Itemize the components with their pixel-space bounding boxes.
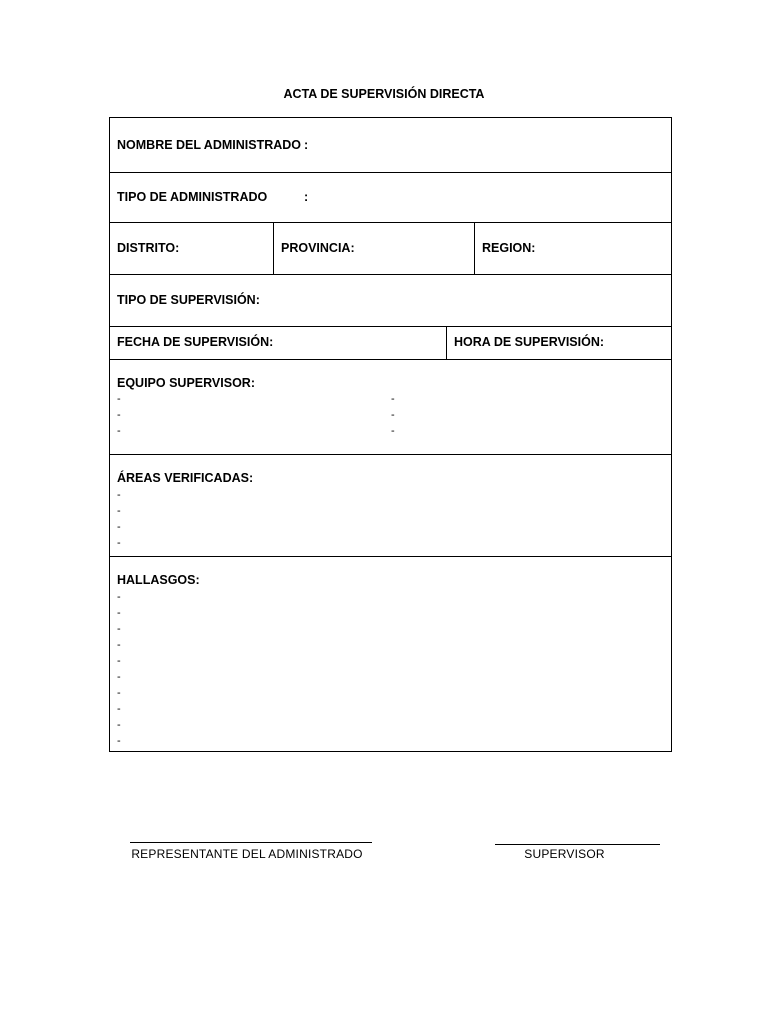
areas-bullet: - bbox=[117, 505, 121, 517]
label-hallazgos: HALLASGOS: bbox=[117, 573, 200, 587]
row-nombre-administrado bbox=[110, 118, 671, 173]
signature-label-supervisor: SUPERVISOR bbox=[524, 847, 605, 861]
label-tipo-administrado: TIPO DE ADMINISTRADO bbox=[117, 190, 268, 204]
hallazgos-bullet: - bbox=[117, 655, 121, 667]
signature-line-representante bbox=[130, 842, 372, 843]
row-fecha-hora bbox=[110, 327, 671, 360]
label-tipo-supervision: TIPO DE SUPERVISIÓN: bbox=[117, 293, 260, 307]
areas-bullet: - bbox=[117, 489, 121, 501]
equipo-bullet: - bbox=[391, 425, 395, 437]
label-hora-supervision: HORA DE SUPERVISIÓN: bbox=[454, 335, 605, 349]
cell-hora bbox=[446, 327, 671, 359]
equipo-bullet: - bbox=[391, 393, 395, 405]
label-region: REGION: bbox=[482, 241, 536, 255]
document-title: ACTA DE SUPERVISIÓN DIRECTA bbox=[283, 87, 485, 101]
row-tipo-administrado bbox=[110, 173, 671, 223]
colon-nombre: : bbox=[304, 138, 309, 152]
hallazgos-bullet: - bbox=[117, 735, 121, 747]
hallazgos-bullet: - bbox=[117, 671, 121, 683]
cell-fecha bbox=[110, 327, 446, 359]
label-distrito: DISTRITO: bbox=[117, 241, 180, 255]
equipo-bullet: - bbox=[391, 409, 395, 421]
hallazgos-bullet: - bbox=[117, 623, 121, 635]
row-ubicacion bbox=[110, 223, 671, 275]
equipo-bullet: - bbox=[117, 393, 121, 405]
row-tipo-supervision bbox=[110, 275, 671, 327]
row-areas-verificadas bbox=[110, 455, 671, 557]
row-equipo-supervisor bbox=[110, 360, 671, 455]
label-areas-verificadas: ÁREAS VERIFICADAS: bbox=[117, 471, 254, 485]
equipo-bullet: - bbox=[117, 409, 121, 421]
areas-bullet: - bbox=[117, 537, 121, 549]
label-nombre-administrado: NOMBRE DEL ADMINISTRADO bbox=[117, 138, 302, 152]
cell-distrito bbox=[110, 223, 273, 274]
equipo-bullet: - bbox=[117, 425, 121, 437]
hallazgos-bullet: - bbox=[117, 703, 121, 715]
cell-region bbox=[474, 223, 671, 274]
hallazgos-bullet: - bbox=[117, 719, 121, 731]
label-provincia: PROVINCIA: bbox=[281, 241, 355, 255]
signature-label-representante: REPRESENTANTE DEL ADMINISTRADO bbox=[131, 847, 363, 861]
hallazgos-bullet: - bbox=[117, 607, 121, 619]
hallazgos-bullet: - bbox=[117, 639, 121, 651]
areas-bullet: - bbox=[117, 521, 121, 533]
label-fecha-supervision: FECHA DE SUPERVISIÓN: bbox=[117, 335, 274, 349]
row-hallazgos bbox=[110, 557, 671, 751]
label-equipo-supervisor: EQUIPO SUPERVISOR: bbox=[117, 376, 255, 390]
signature-line-supervisor bbox=[495, 844, 660, 845]
cell-provincia bbox=[273, 223, 474, 274]
hallazgos-bullet: - bbox=[117, 591, 121, 603]
colon-tipo: : bbox=[304, 190, 309, 204]
supervision-form bbox=[109, 117, 672, 752]
hallazgos-bullet: - bbox=[117, 687, 121, 699]
